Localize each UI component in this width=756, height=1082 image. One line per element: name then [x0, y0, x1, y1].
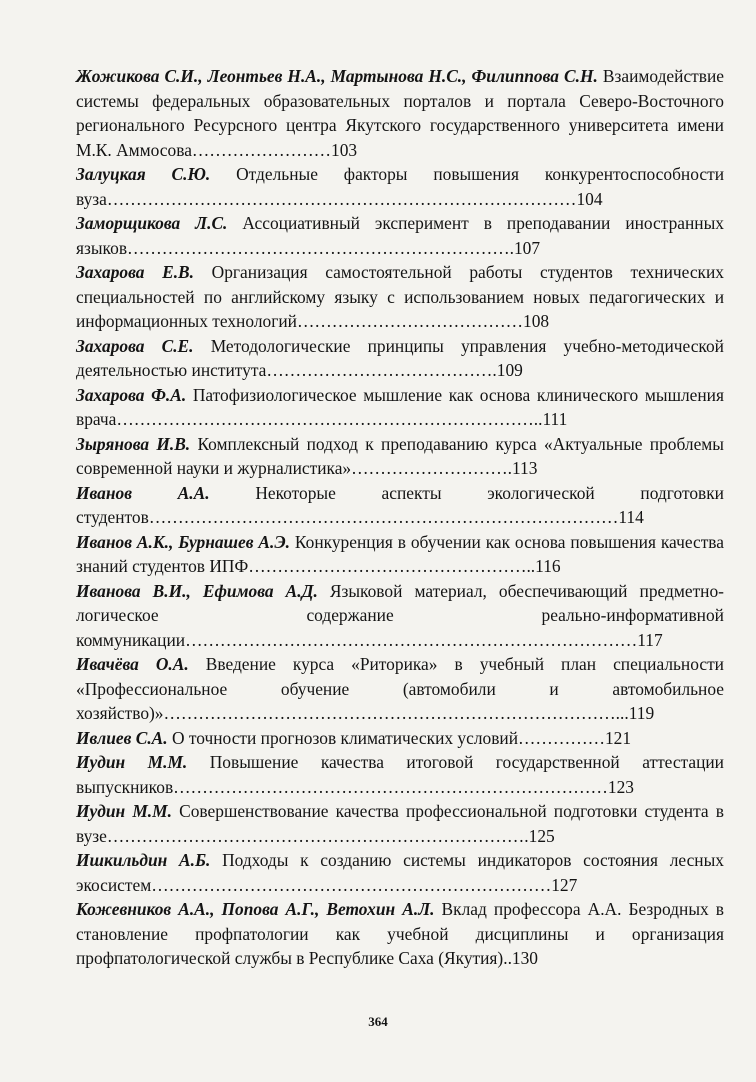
- toc-entry-title: Языковой материал, обеспечивающий предметно-логическое содержание реально-информативной коммуникации……………………………………………………………………117: [76, 580, 724, 650]
- table-of-contents: [76, 64, 724, 971]
- toc-entry-authors: Ивачёва О.А.: [76, 654, 189, 674]
- toc-entry: [76, 64, 724, 162]
- toc-entry-title: Отдельные факторы повышения конкурентоспособности вуза………………………………………………………………………104: [76, 164, 724, 209]
- toc-entry: [76, 652, 724, 726]
- toc-entry: [76, 481, 724, 530]
- toc-entry-authors: Ишкильдин А.Б.: [76, 850, 211, 870]
- toc-entry-title: Методологические принципы управления учебно-методической деятельностью института………………………………….109: [76, 335, 724, 380]
- toc-entry: [76, 162, 724, 211]
- toc-entry-authors: Залуцкая С.Ю.: [76, 164, 211, 184]
- toc-entry-authors: Иванов А.К., Бурнашев А.Э.: [76, 531, 291, 552]
- toc-entry: [76, 848, 724, 897]
- toc-entry-authors: Иудин М.М.: [76, 801, 172, 821]
- toc-entry-title: Совершенствование качества профессиональной подготовки студента в вузе……………………………………………………………….125: [76, 801, 724, 846]
- toc-entry-title: Патофизиологическое мышление как основа клинического мышления врача………………………………………………………………..111: [76, 384, 724, 429]
- toc-entry: [76, 726, 724, 751]
- toc-entry-title: Конкуренция в обучении как основа повышения качества знаний студентов ИПФ…………………………………………..116: [76, 531, 724, 576]
- toc-entry-authors: Зырянова И.В.: [76, 433, 191, 454]
- toc-entry-authors: Кожевников А.А., Попова А.Г., Ветохин А.Л.: [76, 899, 435, 919]
- toc-entry: [76, 799, 724, 848]
- toc-entry-authors: Жожикова С.И., Леонтьев Н.А., Мартынова Н.С., Филиппова С.Н.: [76, 66, 598, 86]
- toc-entry: [76, 897, 724, 971]
- toc-entry: [76, 211, 724, 260]
- toc-entry-authors: Захарова Е.В.: [76, 262, 194, 282]
- toc-entry-title: Организация самостоятельной работы студентов технических специальностей по английскому языку с использованием новых педагогических и информационных технологий…………………………………108: [76, 262, 724, 331]
- toc-entry-authors: Иванов А.А.: [76, 482, 210, 503]
- toc-entry-title: Вклад профессора А.А. Безродных в становление профпатологии как учебной дисциплины и организация профпатологической службы в Республике Саха (Якутия)..130: [76, 899, 724, 968]
- toc-entry-authors: Иудин М.М.: [76, 752, 188, 772]
- toc-entry: [76, 260, 724, 334]
- toc-entry: [76, 383, 724, 432]
- page-number: 364: [368, 1014, 388, 1029]
- toc-entry: [76, 530, 724, 579]
- toc-entry-title: Взаимодействие системы федеральных образовательных порталов и портала Северо-Восточного регионального Ресурсного центра Якутского государственного университета имени М.К. Аммосова……………………103: [76, 66, 724, 160]
- toc-entry-title: Подходы к созданию системы индикаторов состояния лесных экосистем……………………………………………………………127: [76, 850, 724, 895]
- toc-entry-authors: Захарова Ф.А.: [76, 384, 187, 405]
- toc-entry: [76, 432, 724, 481]
- toc-entry-title: Введение курса «Риторика» в учебный план специальности «Профессиональное обучение (автомобили и автомобильное хозяйство)»……………………………………………………………………...119: [76, 654, 724, 723]
- toc-entry-authors: Заморщикова Л.С.: [76, 213, 228, 233]
- toc-entry-title: Некоторые аспекты экологической подготовки студентов………………………………………………………………………114: [76, 482, 724, 527]
- toc-entry-authors: Захарова С.Е.: [76, 335, 194, 356]
- toc-entry: [76, 334, 724, 383]
- toc-entry-authors: Ивлиев С.А.: [76, 727, 168, 748]
- toc-entry-title: О точности прогнозов климатических условий……………121: [171, 727, 632, 748]
- toc-entry-title: Ассоциативный эксперимент в преподавании иностранных языков………………………………………………………….107: [76, 213, 724, 258]
- toc-entry: [76, 579, 724, 653]
- toc-entry-title: Комплексный подход к преподаванию курса «Актуальные проблемы современной науки и журналистика»……………………….113: [76, 433, 724, 478]
- toc-entry-authors: Иванова В.И., Ефимова А.Д.: [76, 580, 318, 601]
- toc-entry: [76, 750, 724, 799]
- toc-entry-title: Повышение качества итоговой государственной аттестации выпускников…………………………………………………………………123: [76, 752, 724, 797]
